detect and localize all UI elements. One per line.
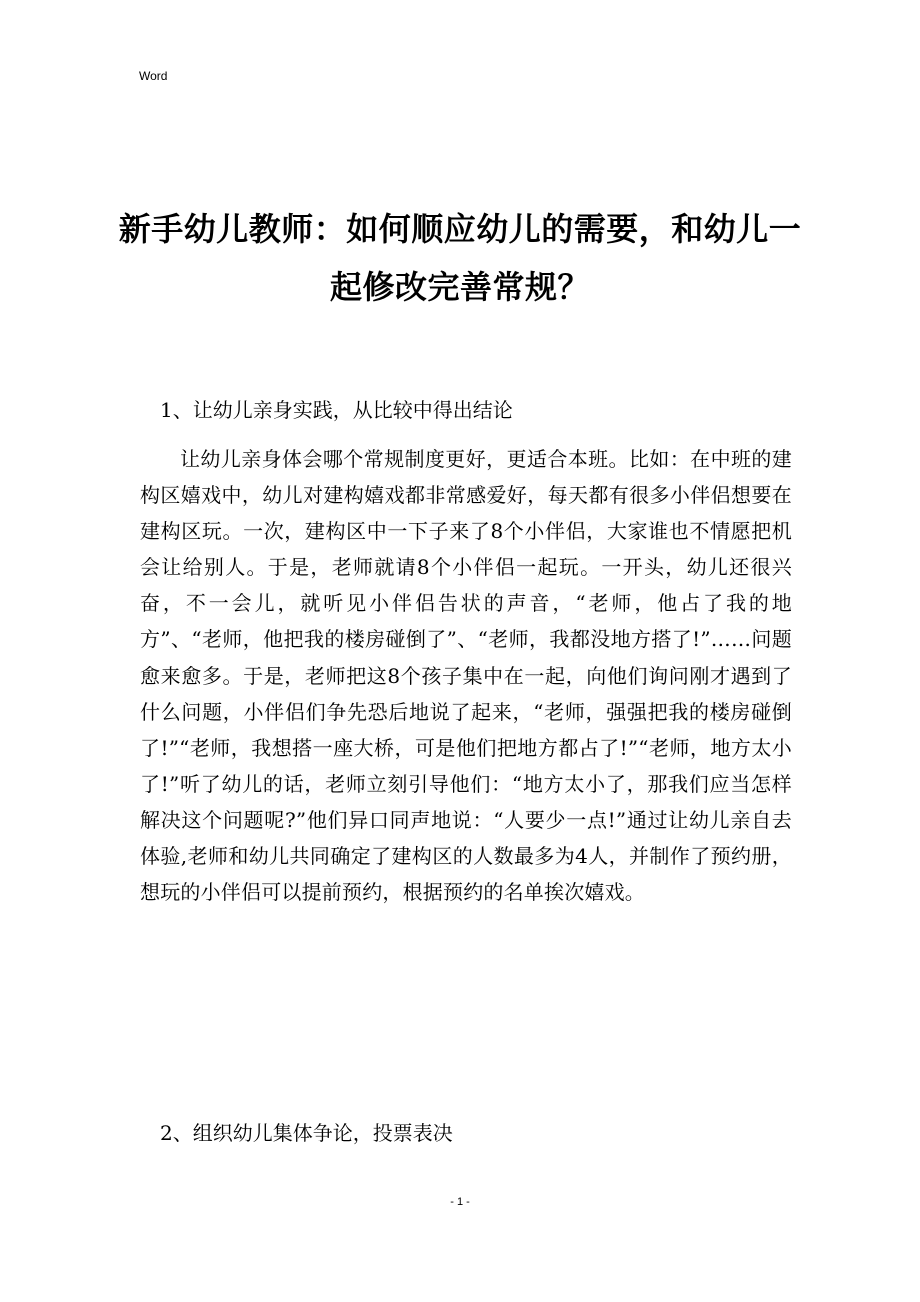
section-heading-1: 1、让幼儿亲身实践，从比较中得出结论 [160, 398, 513, 422]
page-number: - 1 - [450, 1196, 470, 1208]
section-body-1: 让幼儿亲身体会哪个常规制度更好，更适合本班。比如：在中班的建构区嬉戏中，幼儿对建构嬉戏都非常感爱好，每天都有很多小伴侣想要在建构区玩。一次，建构区中一下子来了8个小伴侣，大家谁也不情愿把机会让给别人。于是，老师就请8个小伴侣一起玩。一开头，幼儿还很兴奋，不一会儿，就听见小伴侣告状的声音，“老师，他占了我的地方”、“老师，他把我的楼房碰倒了”、“老师，我都没地方搭了!”……问题愈来愈多。于是，老师把这8个孩子集中在一起，向他们询问刚才遇到了什么问题，小伴侣们争先恐后地说了起来，“老师，强强把我的楼房碰倒了!”“老师，我想搭一座大桥，可是他们把地方都占了!”“老师，地方太小了!”听了幼儿的话，老师立刻引导他们：“地方太小了，那我们应当怎样解决这个问题呢?”他们异口同声地说：“人要少一点!”通过让幼儿亲自去体验,老师和幼儿共同确定了建构区的人数最多为4人，并制作了预约册，想玩的小伴侣可以提前预约，根据预约的名单挨次嬉戏。 [140, 447, 792, 905]
document-title: 新手幼儿教师：如何顺应幼儿的需要，和幼儿一起修改完善常规？ [118, 210, 802, 306]
header-label: Word [139, 69, 168, 83]
section-heading-2: 2、组织幼儿集体争论，投票表决 [160, 1121, 453, 1145]
